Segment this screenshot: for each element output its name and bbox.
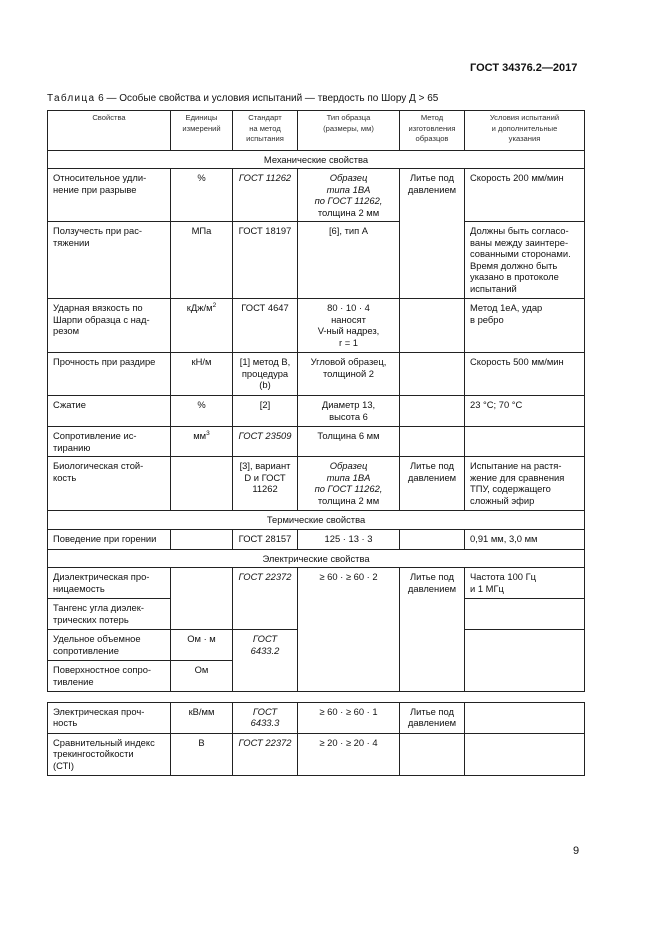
table-caption [47, 93, 438, 104]
specimen-cell: 125 · 13 · 3 [298, 529, 400, 549]
property-cell: Ползучесть при рас- тяжении [48, 222, 171, 299]
unit-cell: Ом · м [171, 630, 233, 661]
standard-cell: ГОСТ 6433.3 [233, 703, 298, 734]
standard-cell: [2] [233, 396, 298, 427]
property-cell: Поведение при горении [48, 529, 171, 549]
standard-cell: ГОСТ 4647 [233, 299, 298, 353]
standard-cell: ГОСТ 6433.2 [233, 630, 298, 692]
unit-cell: МПа [171, 222, 233, 299]
unit-cell: $мм^3$ [171, 427, 233, 457]
method-cell [400, 734, 465, 776]
unit-cell: кВ/мм [171, 703, 233, 734]
unit-cell [171, 568, 233, 630]
conditions-cell: 0,91 мм, 3,0 мм [465, 529, 585, 549]
document-id: ГОСТ 34376.2—2017 [470, 62, 578, 74]
unit-cell: % [171, 169, 233, 222]
standard-cell: ГОСТ 11262 [233, 169, 298, 222]
unit-cell: В [171, 734, 233, 776]
conditions-cell: Должны быть согласо- ваны между заинтере- сованными сторонами. Время должно быть указано в протоколе испытаний [465, 222, 585, 299]
caption-text: — Особые свойства и условия испытаний — твердость по Шору Д > 65 [106, 93, 439, 104]
header-row [48, 111, 585, 151]
property-cell: Относительное удли- нение при разрыве [48, 169, 171, 222]
property-cell: Поверхностное сопро- тивление [48, 661, 171, 692]
table-row [48, 427, 585, 457]
header-units: Единицы измерений [171, 111, 233, 151]
property-cell: Электрическая проч- ность [48, 703, 171, 734]
method-cell: Литье под давлением [400, 169, 465, 299]
header-method: Метод изготовления образцов [400, 111, 465, 151]
conditions-cell: Частота 100 Гц и 1 МГц [465, 568, 585, 599]
property-cell: Диэлектрическая про- ницаемость [48, 568, 171, 599]
conditions-cell: Испытание на растя- жение для сравнения ТПУ, содержащего сложный эфир [465, 457, 585, 511]
property-cell: Удельное объемное сопротивление [48, 630, 171, 661]
section-title: Термические свойства [48, 511, 585, 529]
specimen-cell: 80 · 10 · 4 наносят V-ный надрез, r = 1 [298, 299, 400, 353]
conditions-cell [465, 427, 585, 457]
unit-cell: кН/м [171, 353, 233, 396]
table-row [48, 457, 585, 511]
conditions-cell [465, 703, 585, 734]
standard-cell: ГОСТ 28157 [233, 529, 298, 549]
table-row [48, 529, 585, 549]
property-cell: Сопротивление ис- тиранию [48, 427, 171, 457]
header-property: Свойства [48, 111, 171, 151]
specimen-cell: ≥ 60 · ≥ 60 · 2 [298, 568, 400, 692]
property-cell: Сравнительный индекс трекингостойкости (СТI) [48, 734, 171, 776]
header-specimen: Тип образца (размеры, мм) [298, 111, 400, 151]
properties-table [47, 110, 585, 692]
specimen-cell: ≥ 60 · ≥ 60 · 1 [298, 703, 400, 734]
unit-cell: кДж/$м^2$ [171, 299, 233, 353]
conditions-cell: Скорость 200 мм/мин [465, 169, 585, 222]
section-title: Электрические свойства [48, 549, 585, 567]
unit-cell: Ом [171, 661, 233, 692]
standard-cell: ГОСТ 18197 [233, 222, 298, 299]
caption-number: 6 [98, 93, 104, 104]
unit-cell [171, 457, 233, 511]
specimen-cell: [6], тип А [298, 222, 400, 299]
method-cell [400, 396, 465, 427]
property-cell: Прочность при раздире [48, 353, 171, 396]
property-cell: Ударная вязкость по Шарпи образца с над- резом [48, 299, 171, 353]
table-row [48, 568, 585, 599]
property-cell: Тангенс угла диэлек- трических потерь [48, 599, 171, 630]
method-cell [400, 299, 465, 353]
property-cell: Сжатие [48, 396, 171, 427]
standard-cell: ГОСТ 22372 [233, 568, 298, 630]
standard-cell: ГОСТ 22372 [233, 734, 298, 776]
header-standard: Стандарт на метод испытания [233, 111, 298, 151]
table-row [48, 734, 585, 776]
page-number: 9 [573, 845, 580, 857]
specimen-cell: Диаметр 13, высота 6 [298, 396, 400, 427]
specimen-cell: Образец типа 1BA по ГОСТ 11262, толщина 2 мм [298, 457, 400, 511]
conditions-cell: Скорость 500 мм/мин [465, 353, 585, 396]
table-row [48, 222, 585, 299]
table-row [48, 353, 585, 396]
section-electrical [48, 549, 585, 567]
caption-label: Таблица [47, 93, 96, 104]
method-cell: Литье под давлением [400, 703, 465, 734]
unit-cell: % [171, 396, 233, 427]
method-cell [400, 353, 465, 396]
specimen-cell: Угловой образец, толщиной 2 [298, 353, 400, 396]
standard-cell: [1] метод В, процедура (b) [233, 353, 298, 396]
standard-cell: [3], вариант D и ГОСТ 11262 [233, 457, 298, 511]
section-thermal [48, 511, 585, 529]
properties-table-continued [47, 702, 585, 776]
standard-cell: ГОСТ 23509 [233, 427, 298, 457]
specimen-cell: Образец типа 1BA по ГОСТ 11262, толщина 2 мм [298, 169, 400, 222]
method-cell [400, 529, 465, 549]
method-cell [400, 427, 465, 457]
conditions-cell [465, 630, 585, 692]
method-cell: Литье под давлением [400, 568, 465, 692]
conditions-cell: Метод 1eA, удар в ребро [465, 299, 585, 353]
table-row [48, 396, 585, 427]
conditions-cell: 23 °С; 70 °С [465, 396, 585, 427]
section-title: Механические свойства [48, 151, 585, 169]
table-row [48, 169, 585, 222]
table-row [48, 299, 585, 353]
property-cell: Биологическая стой- кость [48, 457, 171, 511]
conditions-cell [465, 734, 585, 776]
table-row [48, 703, 585, 734]
header-conditions: Условия испытаний и дополнительные указания [465, 111, 585, 151]
specimen-cell: ≥ 20 · ≥ 20 · 4 [298, 734, 400, 776]
conditions-cell [465, 599, 585, 630]
method-cell: Литье под давлением [400, 457, 465, 511]
unit-cell [171, 529, 233, 549]
specimen-cell: Толщина 6 мм [298, 427, 400, 457]
section-mechanical [48, 151, 585, 169]
